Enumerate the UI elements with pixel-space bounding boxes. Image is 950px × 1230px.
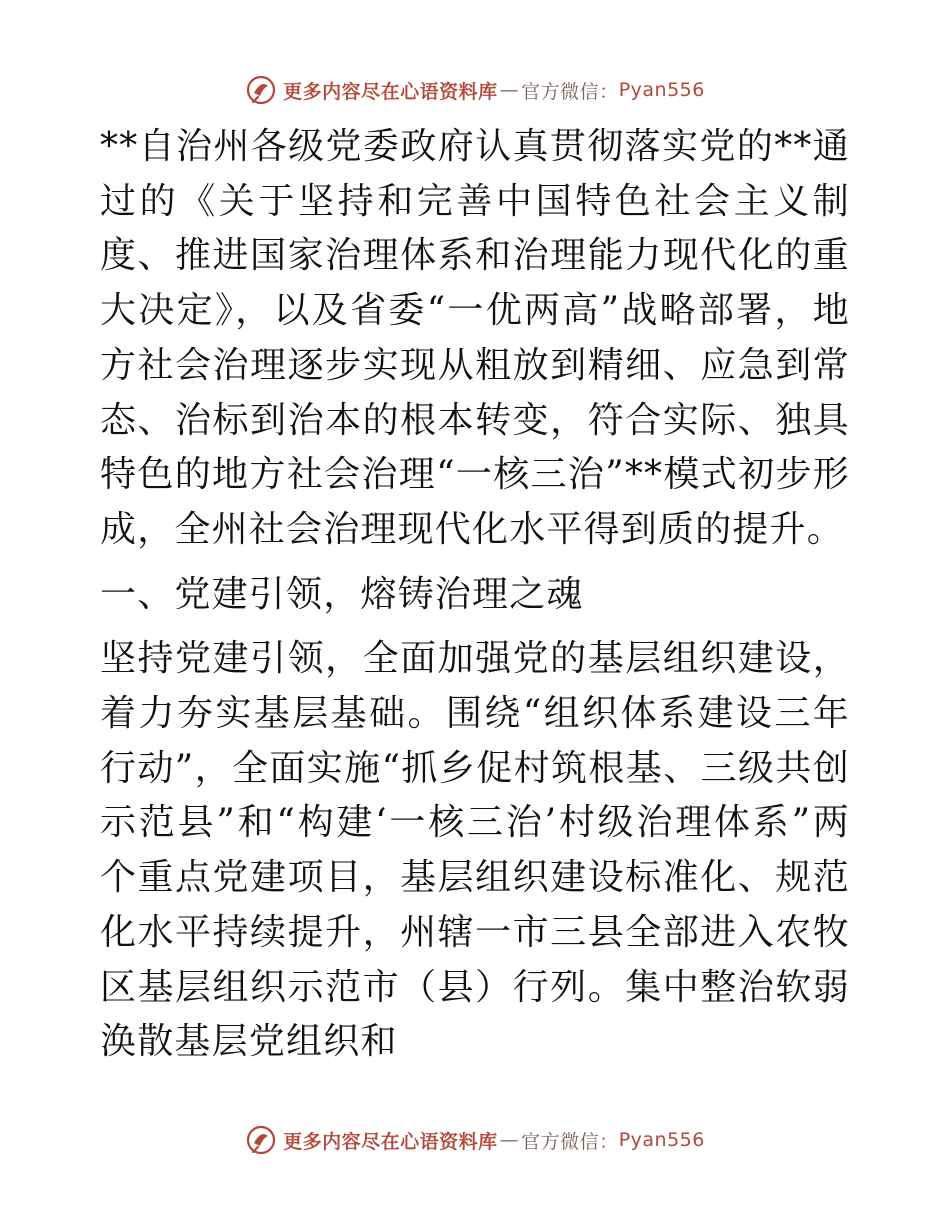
watermark-separator: — bbox=[499, 79, 520, 101]
paragraph-party-building: 坚持党建引领，全面加强党的基层组织建设，着力夯实基层基础。围绕“组织体系建设三年行动”，全面实施“抓乡促村筑根基、三级共创示范县”和“构建‘一核三治’村级治理体系”两个重点党建项目，基层组织建设标准化、规范化水平持续提升，州辖一市三县全部进入农牧区基层组织示范市（县）行列。集中整治软弱涣散基层党组织和 bbox=[100, 638, 850, 1063]
watermark-wechat-label: 官方微信： bbox=[521, 1130, 619, 1153]
watermark-header bbox=[0, 70, 950, 110]
brand-logo-icon bbox=[245, 1124, 277, 1156]
section-heading: 一、党建引领，熔铸治理之魂 bbox=[100, 573, 584, 615]
brand-logo-icon bbox=[245, 74, 277, 106]
watermark-footer bbox=[0, 1120, 950, 1160]
watermark-wechat-id: Pyan556 bbox=[618, 1129, 705, 1151]
watermark-wechat-label: 官方微信： bbox=[521, 80, 619, 103]
watermark-text: 更多内容尽在心语资料库 bbox=[283, 80, 498, 103]
document-body bbox=[100, 120, 850, 1070]
watermark-wechat-id: Pyan556 bbox=[618, 79, 705, 101]
watermark-separator: — bbox=[499, 1129, 520, 1151]
watermark-text: 更多内容尽在心语资料库 bbox=[283, 1130, 498, 1153]
paragraph-intro: **自治州各级党委政府认真贯彻落实党的**通过的《关于坚持和完善中国特色社会主义制度、推进国家治理体系和治理能力现代化的重大决定》，以及省委“一优两高”战略部署，地方社会治理逐步实现从粗放到精细、应急到常态、治标到治本的根本转变，符合实际、独具特色的地方社会治理“一核三治”**模式初步形成，全州社会治理现代化水平得到质的提升。 bbox=[100, 126, 850, 550]
